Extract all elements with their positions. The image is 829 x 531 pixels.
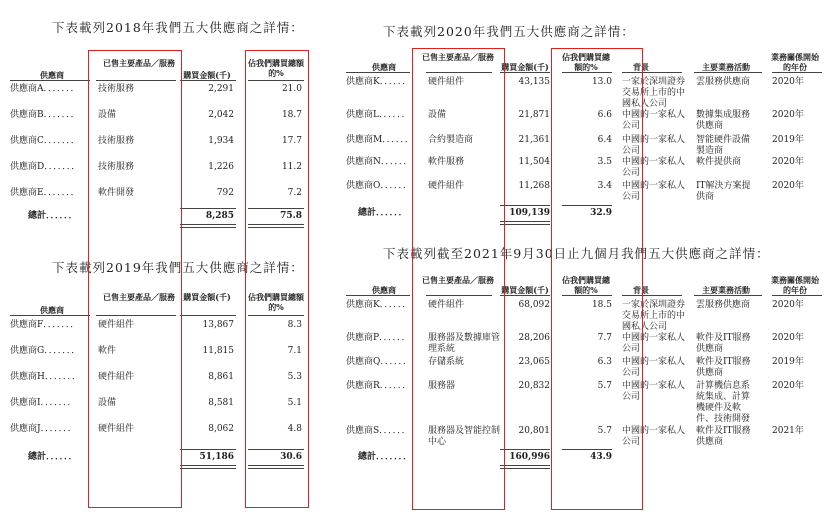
total-pct: 75.8 — [280, 211, 302, 221]
amount-cell: 11,268 — [518, 181, 550, 191]
product-cell: 硬件組件 — [428, 300, 465, 310]
amount-cell: 8,861 — [208, 372, 234, 382]
t2018-header-amount: 購買金額(千) — [183, 70, 231, 80]
product-cell: 技術服務 — [98, 84, 135, 94]
since-cell: 2020年 — [772, 77, 804, 87]
amount-cell: 792 — [216, 188, 234, 198]
table-2020-title: 下表載列2020年我們五大供應商之詳情： — [383, 24, 635, 39]
amount-cell: 1,934 — [208, 136, 234, 146]
amount-cell: 8,062 — [208, 424, 234, 434]
t2021-header-product: 已售主要產品／服務 — [422, 275, 494, 285]
activity-cell: IT解決方案提供商 — [696, 181, 751, 202]
pct-cell: 5.1 — [287, 398, 302, 408]
background-cell: 中國的一家私人公司 — [622, 357, 686, 378]
total-amount: 51,186 — [199, 452, 234, 462]
highlight-box-pct-right — [551, 48, 643, 510]
pct-cell: 5.7 — [597, 381, 612, 391]
amount-cell: 8,581 — [208, 398, 234, 408]
t2021-header-activity: 主要業務活動 — [702, 285, 750, 295]
t2019-header-product: 已售主要產品／服務 — [103, 292, 175, 302]
supplier-name: 供應商I．．．．．．． — [10, 398, 77, 408]
activity-cell: 智能硬件設備製造商 — [696, 135, 751, 156]
pct-cell: 7.7 — [597, 333, 612, 343]
total-label: 總計．．．．．．． — [358, 452, 413, 462]
t2019-header-amount: 購買金額(千) — [183, 292, 231, 302]
since-cell: 2020年 — [772, 333, 804, 343]
pct-cell: 18.5 — [591, 300, 612, 310]
pct-cell: 11.2 — [281, 162, 302, 172]
pct-cell: 18.7 — [281, 110, 302, 120]
background-cell: 中國的一家私人公司 — [622, 135, 686, 156]
background-cell: 中國的一家私人公司 — [622, 181, 686, 202]
supplier-name: 供應商O．．．．．． — [346, 181, 412, 191]
product-cell: 服務器 — [428, 381, 456, 391]
amount-cell: 43,135 — [518, 77, 550, 87]
amount-cell: 68,092 — [518, 300, 550, 310]
product-cell: 服務器及智能控制中心 — [428, 426, 501, 447]
pct-cell: 3.5 — [597, 157, 612, 167]
supplier-name: 供應商F．．．．．．． — [10, 320, 80, 330]
pct-cell: 13.0 — [591, 77, 612, 87]
amount-cell: 2,291 — [208, 84, 234, 94]
t2018-header-pct: 佔我們購買總額的% — [248, 58, 304, 78]
amount-cell: 20,832 — [518, 381, 550, 391]
supplier-name: 供應商P．．．．．． — [346, 333, 411, 343]
pct-cell: 17.7 — [281, 136, 302, 146]
background-cell: 中國的一家私人公司 — [622, 381, 686, 402]
pct-cell: 6.4 — [597, 135, 612, 145]
amount-cell: 28,206 — [518, 333, 550, 343]
table-2018-title: 下表載列2018年我們五大供應商之詳情： — [52, 20, 304, 35]
supplier-name: 供應商G．．．．．．． — [10, 346, 81, 356]
background-cell: 中國的一家私人公司 — [622, 110, 686, 131]
background-cell: 一家於深圳證券交易所上市的中國私人公司 — [622, 77, 686, 109]
pct-cell: 7.1 — [287, 346, 302, 356]
pct-cell: 6.6 — [597, 110, 612, 120]
amount-cell: 23,065 — [518, 357, 550, 367]
t2020-header-activity: 主要業務活動 — [702, 62, 750, 72]
amount-cell: 21,871 — [518, 110, 550, 120]
background-cell: 中國的一家私人公司 — [622, 157, 686, 178]
product-cell: 硬件組件 — [98, 372, 135, 382]
pct-cell: 21.0 — [281, 84, 302, 94]
t2018-header-supplier: 供應商 — [40, 70, 64, 80]
supplier-name: 供應商R．．．．．． — [346, 381, 412, 391]
product-cell: 設備 — [428, 110, 447, 120]
amount-cell: 13,867 — [202, 320, 234, 330]
t2021-header-supplier: 供應商 — [372, 285, 396, 295]
amount-cell: 2,042 — [208, 110, 234, 120]
amount-cell: 21,361 — [518, 135, 550, 145]
background-cell: 中國的一家私人公司 — [622, 426, 686, 447]
total-pct: 32.9 — [590, 208, 612, 218]
total-label: 總計．．．．．． — [358, 208, 408, 218]
activity-cell: 雲服務供應商 — [696, 77, 751, 87]
pct-cell: 5.7 — [597, 426, 612, 436]
product-cell: 硬件組件 — [98, 424, 135, 434]
total-amount: 160,996 — [509, 452, 550, 462]
product-cell: 軟件服務 — [428, 157, 465, 167]
supplier-name: 供應商M．．．．．． — [346, 135, 414, 145]
product-cell: 技術服務 — [98, 162, 135, 172]
product-cell: 軟件 — [98, 346, 117, 356]
supplier-name: 供應商K．．．．．． — [346, 300, 412, 310]
total-amount: 8,285 — [205, 211, 234, 221]
background-cell: 一家於深圳證券交易所上市的中國私人公司 — [622, 300, 686, 332]
activity-cell: 雲服務供應商 — [696, 300, 751, 310]
total-pct: 43.9 — [590, 452, 612, 462]
supplier-name: 供應商D．．．．．．． — [10, 162, 81, 172]
activity-cell: 軟件及IT服務供應商 — [696, 426, 751, 447]
table-2021-title: 下表載列截至2021年9月30日止九個月我們五大供應商之詳情： — [383, 246, 770, 261]
pct-cell: 3.4 — [597, 181, 612, 191]
product-cell: 設備 — [98, 398, 117, 408]
t2020-header-product: 已售主要產品／服務 — [422, 52, 494, 62]
product-cell: 設備 — [98, 110, 117, 120]
activity-cell: 軟件及IT服務供應商 — [696, 357, 751, 378]
product-cell: 技術服務 — [98, 136, 135, 146]
t2019-header-pct: 佔我們購買總額的% — [248, 292, 304, 312]
amount-cell: 11,504 — [518, 157, 550, 167]
total-label: 總計．．．．．． — [28, 211, 78, 221]
t2020-header-background: 背景 — [633, 62, 649, 72]
t2020-header-pct: 佔我們購買總額的% — [562, 52, 610, 72]
highlight-box-pct-left — [245, 50, 309, 508]
highlight-box-product-right — [412, 48, 505, 510]
supplier-name: 供應商A．．．．．．． — [10, 84, 80, 94]
supplier-name: 供應商B．．．．．．． — [10, 110, 80, 120]
supplier-name: 供應商C．．．．．．． — [10, 136, 80, 146]
since-cell: 2021年 — [772, 426, 804, 436]
activity-cell: 軟件及IT服務供應商 — [696, 333, 751, 354]
t2021-header-background: 背景 — [633, 285, 649, 295]
highlight-box-product-left — [88, 50, 182, 508]
t2018-header-product: 已售主要產品／服務 — [103, 58, 175, 68]
background-cell: 中國的一家私人公司 — [622, 333, 686, 354]
supplier-name: 供應商K．．．．．． — [346, 77, 412, 87]
table-2019-title: 下表載列2019年我們五大供應商之詳情： — [52, 260, 304, 275]
since-cell: 2020年 — [772, 110, 804, 120]
product-cell: 存儲系統 — [428, 357, 465, 367]
t2020-header-amount: 購買金額(千) — [501, 62, 549, 72]
total-pct: 30.6 — [280, 452, 302, 462]
t2019-header-supplier: 供應商 — [40, 305, 64, 315]
pct-cell: 4.8 — [287, 424, 302, 434]
t2020-header-since: 業務關係開始的年份 — [771, 52, 819, 72]
since-cell: 2020年 — [772, 181, 804, 191]
product-cell: 合約製造商 — [428, 135, 474, 145]
supplier-name: 供應商S．．．．．． — [346, 426, 411, 436]
supplier-name: 供應商J．．．．．．． — [10, 424, 77, 434]
product-cell: 硬件組件 — [98, 320, 135, 330]
pct-cell: 8.3 — [287, 320, 302, 330]
pct-cell: 6.3 — [597, 357, 612, 367]
product-cell: 硬件組件 — [428, 77, 465, 87]
since-cell: 2020年 — [772, 157, 804, 167]
t2021-header-pct: 佔我們購買總額的% — [562, 275, 610, 295]
supplier-name: 供應商H．．．．．．． — [10, 372, 81, 382]
supplier-name: 供應商Q．．．．．． — [346, 357, 412, 367]
t2020-header-supplier: 供應商 — [372, 62, 396, 72]
supplier-name: 供應商N．．．．．． — [346, 157, 413, 167]
total-label: 總計．．．．．． — [28, 452, 78, 462]
product-cell: 軟件開發 — [98, 188, 135, 198]
amount-cell: 11,815 — [202, 346, 234, 356]
total-amount: 109,139 — [509, 208, 550, 218]
supplier-name: 供應商L．．．．．． — [346, 110, 411, 120]
activity-cell: 計算機信息系統集成、計算機硬件及軟件、技術開發 — [696, 381, 751, 424]
t2021-header-amount: 購買金額(千) — [501, 285, 549, 295]
amount-cell: 20,801 — [518, 426, 550, 436]
since-cell: 2020年 — [772, 381, 804, 391]
since-cell: 2019年 — [772, 135, 804, 145]
pct-cell: 5.3 — [287, 372, 302, 382]
t2021-header-since: 業務關係開始的年份 — [771, 275, 819, 295]
supplier-name: 供應商E．．．．．．． — [10, 188, 80, 198]
activity-cell: 數據集成服務供應商 — [696, 110, 751, 131]
since-cell: 2019年 — [772, 357, 804, 367]
product-cell: 服務器及數據庫管理系統 — [428, 333, 501, 354]
since-cell: 2020年 — [772, 300, 804, 310]
activity-cell: 軟件提供商 — [696, 157, 742, 167]
product-cell: 硬件組件 — [428, 181, 465, 191]
amount-cell: 1,226 — [208, 162, 234, 172]
pct-cell: 7.2 — [287, 188, 302, 198]
